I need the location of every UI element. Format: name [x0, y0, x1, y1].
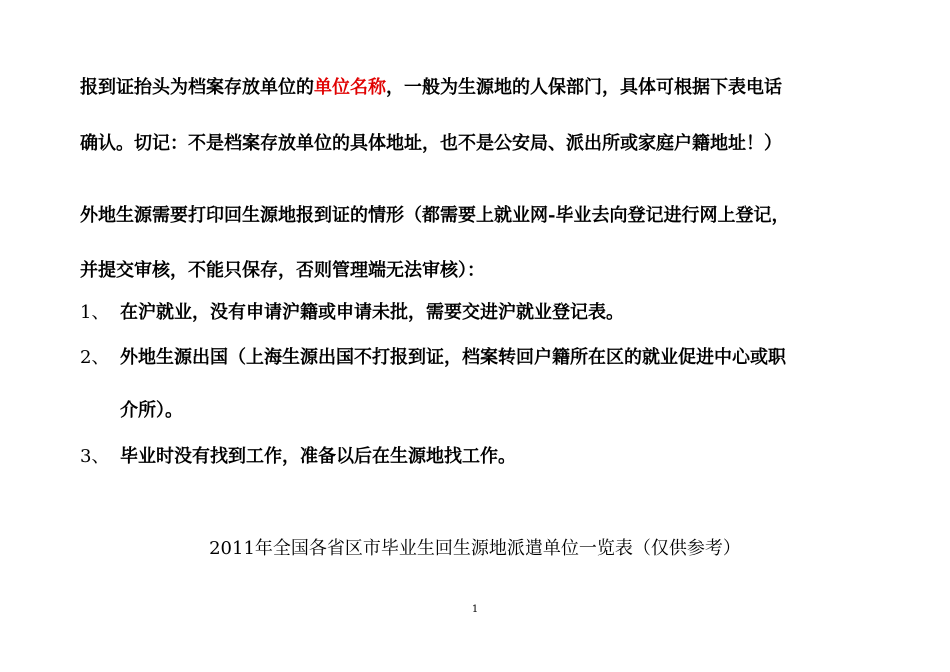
para2-line2: 并提交审核，不能只保存，否则管理端无法审核）： [80, 260, 485, 281]
list-text: 外地生源出国（上海生源出国不打报到证，档案转回户籍所在区的就业促进中心或职 [120, 347, 786, 368]
para2-line1: 外地生源需要打印回生源地报到证的情形（都需要上就业网-毕业去向登记进行网上登记， [80, 205, 790, 226]
table-title: 2011年全国各省区市毕业生回生源地派遣单位一览表（仅供参考） [209, 538, 741, 559]
list-number: 1、 [80, 302, 110, 323]
list-text: 在沪就业，没有申请沪籍或申请未批，需要交进沪就业登记表。 [120, 302, 624, 323]
page-number: 1 [471, 604, 479, 615]
para1-line1-pre: 报到证抬头为档案存放单位的 [80, 77, 314, 98]
highlight-unit-name: 单位名称 [314, 77, 386, 98]
list-number: 2、 [80, 347, 110, 368]
list-text-continuation: 介所）。 [120, 400, 183, 421]
list-number: 3、 [80, 446, 110, 467]
para1-line2: 确认。切记：不是档案存放单位的具体地址，也不是公安局、派出所或家庭户籍地址！） [80, 133, 782, 154]
para1-line1 [80, 77, 782, 99]
list-text: 毕业时没有找到工作，准备以后在生源地找工作。 [120, 446, 516, 467]
para1-line1-post: ，一般为生源地的人保部门，具体可根据下表电话 [386, 77, 782, 98]
